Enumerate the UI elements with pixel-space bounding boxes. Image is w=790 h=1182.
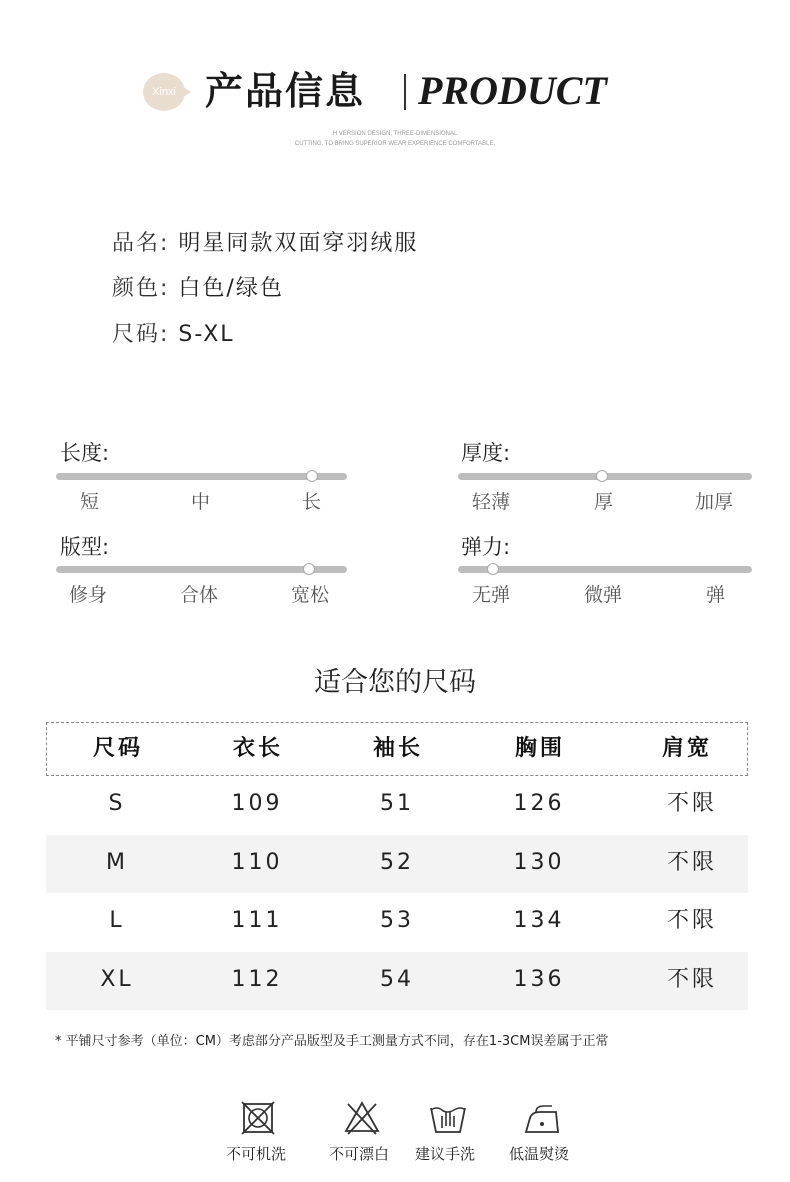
care-label-no-machine-wash: 不可机洗 [226, 1145, 287, 1163]
info-color-label: 颜色: [112, 276, 170, 301]
section-title-en: PRODUCT [418, 68, 607, 113]
fit-title: 版型: [60, 535, 110, 559]
info-size-value: S-XL [178, 322, 235, 347]
length-track [56, 473, 347, 480]
info-color [112, 274, 284, 304]
subtitle-line-2: CUTTING, TO BRING SUPERIOR WEAR EXPERIENCE COMFORTABLE, [294, 141, 496, 147]
care-label-low-temp-iron: 低温熨烫 [509, 1145, 570, 1163]
cell-shoulder: 不限 [666, 967, 717, 992]
info-name-value: 明星同款双面穿羽绒服 [178, 231, 419, 256]
elasticity-track [458, 566, 752, 573]
elasticity-tick-1: 无弹 [472, 584, 511, 606]
fit-tick-2: 合体 [180, 584, 219, 606]
info-name [112, 229, 418, 259]
cell-sleeve: 52 [380, 850, 414, 875]
info-size [112, 320, 235, 350]
badge-tail [182, 86, 191, 98]
table-row [46, 835, 748, 893]
cell-length: 112 [231, 967, 283, 992]
fit-tick-3: 宽松 [291, 584, 330, 606]
cell-sleeve: 53 [380, 908, 414, 933]
no-machine-wash-icon [238, 1098, 278, 1142]
cell-shoulder: 不限 [666, 791, 717, 816]
header-length: 衣长 [232, 736, 283, 761]
elasticity-tick-3: 弹 [706, 584, 726, 606]
cell-shoulder: 不限 [666, 908, 717, 933]
elasticity-knob [487, 563, 499, 575]
cell-size: L [109, 908, 125, 933]
length-tick-3: 长 [302, 491, 322, 513]
cell-length: 110 [231, 850, 283, 875]
header-shoulder: 肩宽 [661, 736, 712, 761]
thickness-tick-3: 加厚 [695, 491, 734, 513]
title-divider [404, 74, 406, 110]
length-title: 长度: [60, 441, 110, 465]
low-temp-iron-icon [522, 1098, 562, 1142]
subtitle-line-1: H VERSION DESIGN, THREE-DIMENSIONAL [332, 131, 458, 137]
care-label-no-bleach: 不可漂白 [329, 1145, 390, 1163]
cell-sleeve: 51 [380, 791, 414, 816]
no-bleach-icon [342, 1098, 382, 1142]
info-name-label: 品名: [112, 231, 170, 256]
thickness-knob [596, 470, 608, 482]
size-table-title: 适合您的尺码 [314, 667, 476, 698]
measurement-note: * 平铺尺寸参考（单位：CM）考虑部分产品版型及手工测量方式不同，存在1-3CM误差属于正常 [55, 1034, 609, 1049]
cell-shoulder: 不限 [666, 850, 717, 875]
cell-length: 111 [231, 908, 283, 933]
table-row [46, 893, 748, 951]
hand-wash-icon [428, 1098, 468, 1142]
cell-chest: 126 [513, 791, 565, 816]
brand-badge: Xinxi [143, 73, 185, 111]
cell-length: 109 [231, 791, 283, 816]
length-knob [306, 470, 318, 482]
length-tick-1: 短 [80, 491, 100, 513]
thickness-tick-1: 轻薄 [472, 491, 511, 513]
cell-chest: 136 [513, 967, 565, 992]
care-label-hand-wash: 建议手洗 [415, 1145, 476, 1163]
cell-size: XL [100, 967, 134, 992]
info-size-label: 尺码: [112, 322, 170, 347]
cell-size: M [106, 850, 128, 875]
thickness-title: 厚度: [461, 441, 511, 465]
thickness-tick-2: 厚 [594, 491, 614, 513]
header-chest: 胸围 [514, 736, 565, 761]
fit-tick-1: 修身 [69, 584, 108, 606]
cell-sleeve: 54 [380, 967, 414, 992]
cell-chest: 134 [513, 908, 565, 933]
size-table-header [46, 722, 748, 776]
elasticity-tick-2: 微弹 [584, 584, 623, 606]
table-row [46, 952, 748, 1010]
length-tick-2: 中 [191, 491, 211, 513]
section-title-cn: 产品信息 [205, 69, 366, 113]
info-color-value: 白色/绿色 [178, 276, 284, 301]
table-row [46, 776, 748, 834]
fit-knob [303, 563, 315, 575]
cell-chest: 130 [513, 850, 565, 875]
elasticity-title: 弹力: [461, 535, 511, 559]
header-sleeve: 袖长 [372, 736, 423, 761]
header-size: 尺码 [92, 736, 143, 761]
cell-size: S [108, 791, 126, 816]
